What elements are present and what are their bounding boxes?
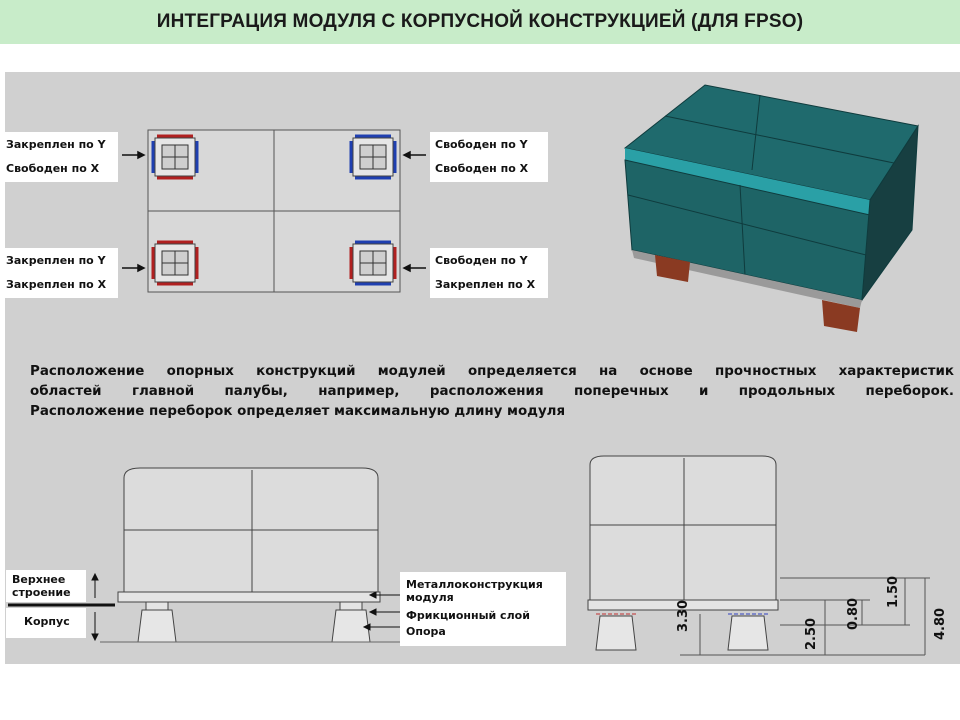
right-top-label-2: Свободен по X bbox=[435, 162, 529, 175]
left-bottom-label-1: Закреплен по Y bbox=[6, 254, 106, 267]
description-line-3: Расположение переборок определяет максимальную длину модуля bbox=[30, 404, 566, 419]
friction-label: Фрикционный слой bbox=[406, 609, 530, 622]
dimension-080: 0.80 bbox=[846, 597, 861, 630]
right-bottom-label-1: Свободен по Y bbox=[435, 254, 528, 267]
description-line-2: областей главной палубы, например, расположения поперечных и продольных переборок. bbox=[30, 384, 954, 399]
dimension-330: 3.30 bbox=[676, 599, 691, 632]
steel-label: Металлоконструкция модуля bbox=[406, 578, 543, 604]
hull-label: Корпус bbox=[24, 615, 70, 628]
right-bottom-label-2: Закреплен по X bbox=[435, 278, 536, 291]
left-top-label-1: Закреплен по Y bbox=[6, 138, 106, 151]
page-title: ИНТЕГРАЦИЯ МОДУЛЯ С КОРПУСНОЙ КОНСТРУКЦИЕЙ (ДЛЯ FPSO) bbox=[156, 11, 804, 32]
module-3d bbox=[625, 85, 918, 332]
left-top-label-2: Свободен по X bbox=[6, 162, 100, 175]
dimension-480: 4.80 bbox=[933, 607, 948, 640]
plan-support-bottom-right bbox=[351, 242, 395, 284]
support-label: Опора bbox=[406, 625, 446, 638]
plan-support-top-right bbox=[351, 136, 395, 178]
dimension-250: 2.50 bbox=[804, 617, 819, 650]
side-view-right bbox=[588, 456, 930, 655]
right-top-label-1: Свободен по Y bbox=[435, 138, 528, 151]
plan-support-top-left bbox=[153, 136, 197, 178]
description-text bbox=[30, 362, 954, 422]
dimension-150: 1.50 bbox=[886, 575, 901, 608]
description-line-1: Расположение опорных конструкций модулей определяется на основе прочностных характеристик bbox=[30, 364, 954, 379]
left-bottom-label-2: Закреплен по X bbox=[6, 278, 107, 291]
topside-label: Верхнее строение bbox=[12, 573, 71, 599]
plan-support-bottom-left bbox=[153, 242, 197, 284]
